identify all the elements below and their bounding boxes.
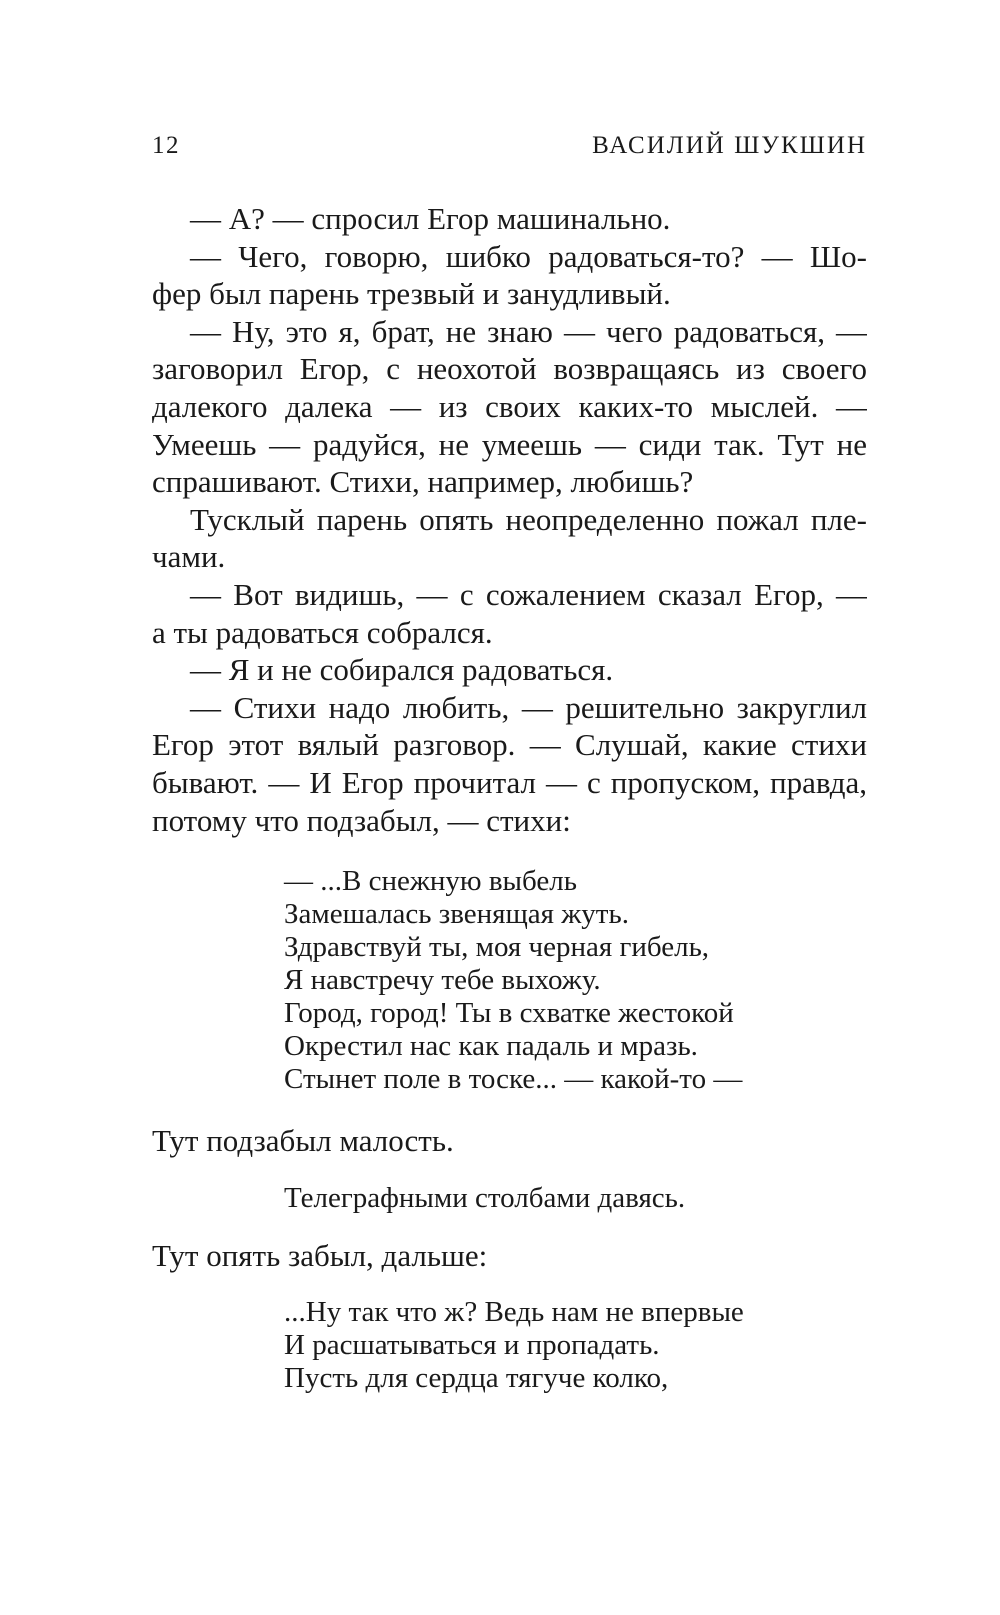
text-line: далекого далека — из своих каких-то мыслей. — bbox=[152, 388, 867, 424]
text-line: а ты радоваться собрался. bbox=[152, 614, 493, 650]
verse-line: И расшатываться и пропадать. bbox=[284, 1329, 660, 1362]
text-line: — Чего, говорю, шибко радоваться-то? — Шо- bbox=[190, 238, 867, 274]
page-number: 12 bbox=[152, 132, 180, 159]
text-line: Тут подзабыл малость. bbox=[152, 1123, 454, 1159]
verse-line: Телеграфными столбами давясь. bbox=[284, 1181, 686, 1214]
verse-line: Окрестил нас как падаль и мразь. bbox=[284, 1030, 698, 1063]
body-text bbox=[152, 200, 867, 1395]
page-header bbox=[152, 132, 867, 172]
verse-line: Здравствуй ты, моя черная гибель, bbox=[284, 931, 710, 964]
text-line: Умеешь — радуйся, не умеешь — сиди так. Тут не bbox=[152, 426, 867, 462]
text-line: спрашивают. Стихи, например, любишь? bbox=[152, 464, 694, 500]
text-line: бывают. — И Егор прочитал — с пропуском, правда, bbox=[152, 764, 867, 800]
verse-line: Пусть для сердца тягуче колко, bbox=[284, 1362, 669, 1395]
text-line: — А? — спросил Егор машинально. bbox=[190, 201, 671, 236]
text-line: Тусклый парень опять неопределенно пожал пле- bbox=[190, 501, 867, 537]
verse-line: ...Ну так что ж? Ведь нам не впервые bbox=[284, 1296, 744, 1329]
text-line: потому что подзабыл, — стихи: bbox=[152, 802, 571, 838]
verse-line: Замешалась звенящая жуть. bbox=[284, 898, 629, 931]
spacer bbox=[152, 1160, 867, 1182]
verse-line: Стынет поле в тоске... — какой-то — bbox=[284, 1063, 743, 1096]
text-line: заговорил Егор, с неохотой возвращаясь из своего bbox=[152, 351, 867, 387]
verse-line: Я навстречу тебе выхожу. bbox=[284, 964, 601, 997]
verse-line: — ...В снежную выбель bbox=[284, 865, 577, 898]
running-head-author: ВАСИЛИЙ ШУКШИН bbox=[592, 132, 867, 159]
poem-stanza-2 bbox=[284, 1182, 867, 1215]
verse-line: Город, город! Ты в схватке жестокой bbox=[284, 997, 734, 1030]
text-line: — Ну, это я, брат, не знаю — чего радоваться, — bbox=[190, 313, 867, 349]
poem-stanza-1 bbox=[284, 865, 867, 1096]
spacer bbox=[152, 1274, 867, 1296]
text-line: — Я и не собирался радоваться. bbox=[190, 652, 614, 688]
text-line: Тут опять забыл, дальше: bbox=[152, 1237, 488, 1273]
poem-stanza-3 bbox=[284, 1296, 867, 1395]
text-line: чами. bbox=[152, 539, 226, 575]
spacer bbox=[152, 1096, 867, 1122]
spacer bbox=[152, 1215, 867, 1237]
spacer bbox=[152, 839, 867, 865]
text-line: Егор этот вялый разговор. — Слушай, какие стихи bbox=[152, 727, 867, 763]
text-line: — Вот видишь, — с сожалением сказал Егор, — bbox=[190, 576, 867, 612]
text-line: фер был парень трезвый и занудливый. bbox=[152, 276, 671, 312]
text-line: — Стихи надо любить, — решительно закруглил bbox=[190, 689, 867, 725]
